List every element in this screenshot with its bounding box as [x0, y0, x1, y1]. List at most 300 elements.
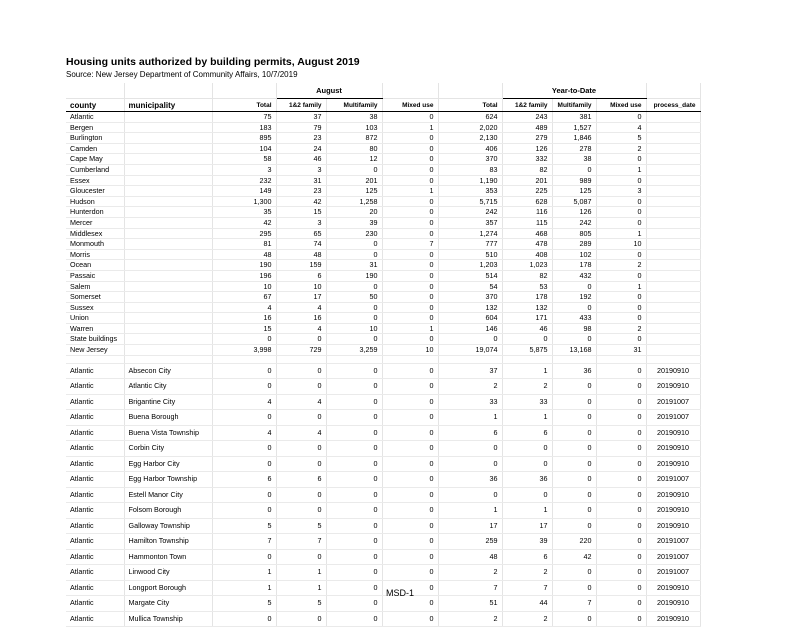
table-cell: 1: [382, 323, 438, 334]
table-cell: 10: [596, 239, 646, 250]
table-cell: Estell Manor City: [124, 487, 212, 503]
municipality-row: [66, 425, 700, 441]
table-cell: 0: [552, 379, 596, 395]
table-cell: 243: [502, 112, 552, 123]
table-cell: 0: [276, 456, 326, 472]
table-cell: [646, 133, 700, 144]
table-cell: 5,087: [552, 196, 596, 207]
table-cell: [124, 217, 212, 228]
table-cell: 0: [552, 487, 596, 503]
table-cell: [646, 217, 700, 228]
table-cell: 0: [552, 518, 596, 534]
table-cell: 0: [326, 425, 382, 441]
table-cell: 0: [382, 472, 438, 488]
group-header-row: [66, 83, 700, 99]
table-cell: [646, 164, 700, 175]
table-cell: 20190910: [646, 503, 700, 519]
county-row: [66, 228, 700, 239]
table-cell: 0: [596, 249, 646, 260]
table-cell: 370: [438, 154, 502, 165]
table-cell: 132: [502, 302, 552, 313]
table-cell: 7: [212, 534, 276, 550]
table-cell: 0: [596, 196, 646, 207]
municipality-row: [66, 363, 700, 379]
august-group-label: August: [276, 83, 382, 99]
section-gap: [66, 355, 700, 363]
table-cell: 0: [326, 472, 382, 488]
table-cell: 37: [438, 363, 502, 379]
table-cell: 0: [382, 196, 438, 207]
table-cell: 116: [502, 207, 552, 218]
table-cell: 0: [502, 456, 552, 472]
table-cell: 0: [382, 249, 438, 260]
table-cell: 0: [596, 175, 646, 186]
table-cell: Hammonton Town: [124, 549, 212, 565]
table-cell: 0: [552, 472, 596, 488]
table-cell: 58: [212, 154, 276, 165]
table-cell: 33: [502, 394, 552, 410]
table-cell: [124, 323, 212, 334]
table-cell: [646, 228, 700, 239]
table-cell: 872: [326, 133, 382, 144]
county-row: [66, 196, 700, 207]
table-cell: [124, 249, 212, 260]
table-cell: 20190910: [646, 487, 700, 503]
col-aug-total: Total: [212, 99, 276, 112]
table-cell: [124, 112, 212, 123]
table-cell: 989: [552, 175, 596, 186]
table-cell: 1: [212, 580, 276, 596]
table-cell: 1: [276, 565, 326, 581]
table-cell: Atlantic: [66, 487, 124, 503]
table-cell: [646, 112, 700, 123]
table-cell: 5: [212, 518, 276, 534]
table-cell: 42: [212, 217, 276, 228]
county-row: [66, 186, 700, 197]
table-cell: 0: [326, 487, 382, 503]
table-cell: 20191007: [646, 549, 700, 565]
table-cell: 0: [276, 487, 326, 503]
state-total-row: [66, 345, 700, 356]
table-cell: [124, 175, 212, 186]
table-cell: 16: [212, 313, 276, 324]
table-cell: 23: [276, 133, 326, 144]
table-cell: 3: [276, 217, 326, 228]
table-cell: [646, 334, 700, 345]
table-cell: 0: [552, 302, 596, 313]
county-row: [66, 239, 700, 250]
table-cell: [646, 239, 700, 250]
table-cell: 0: [276, 611, 326, 627]
table-cell: 12: [326, 154, 382, 165]
table-cell: 1: [596, 164, 646, 175]
table-cell: 37: [276, 112, 326, 123]
table-cell: 0: [552, 410, 596, 426]
table-cell: 0: [382, 217, 438, 228]
col-aug-12family: 1&2 family: [276, 99, 326, 112]
table-cell: 4: [212, 394, 276, 410]
table-cell: 24: [276, 143, 326, 154]
table-cell: 0: [212, 487, 276, 503]
table-cell: 171: [502, 313, 552, 324]
table-cell: 1,527: [552, 122, 596, 133]
table-cell: 20191007: [646, 394, 700, 410]
table-cell: Atlantic: [66, 441, 124, 457]
table-cell: 48: [438, 549, 502, 565]
table-cell: 36: [552, 363, 596, 379]
col-aug-mixed: Mixed use: [382, 99, 438, 112]
table-cell: 67: [212, 292, 276, 303]
table-cell: 38: [326, 112, 382, 123]
table-cell: 10: [382, 345, 438, 356]
table-cell: 190: [326, 270, 382, 281]
table-cell: 259: [438, 534, 502, 550]
table-cell: [646, 313, 700, 324]
table-cell: 0: [382, 565, 438, 581]
table-cell: 0: [596, 217, 646, 228]
table-cell: 46: [502, 323, 552, 334]
table-cell: 624: [438, 112, 502, 123]
table-cell: 0: [276, 503, 326, 519]
county-row: [66, 164, 700, 175]
table-cell: Atlantic: [66, 534, 124, 550]
table-cell: Atlantic: [66, 379, 124, 395]
table-cell: 50: [326, 292, 382, 303]
table-cell: 4: [276, 323, 326, 334]
table-cell: 0: [382, 363, 438, 379]
table-cell: 1,846: [552, 133, 596, 144]
table-cell: 514: [438, 270, 502, 281]
table-cell: 628: [502, 196, 552, 207]
table-cell: 4: [276, 425, 326, 441]
table-cell: [124, 164, 212, 175]
table-cell: 10: [276, 281, 326, 292]
report-title: Housing units authorized by building permits, August 2019: [66, 56, 360, 68]
table-cell: Atlantic: [66, 565, 124, 581]
table-cell: 125: [552, 186, 596, 197]
table-cell: 0: [596, 487, 646, 503]
table-cell: 1: [382, 186, 438, 197]
table-cell: 13,168: [552, 345, 596, 356]
table-cell: 0: [596, 456, 646, 472]
permits-table: [66, 83, 701, 627]
table-cell: 0: [212, 410, 276, 426]
table-cell: 3: [596, 186, 646, 197]
table-cell: 51: [438, 596, 502, 612]
table-cell: 20190910: [646, 456, 700, 472]
table-cell: 0: [326, 363, 382, 379]
table-cell: [124, 196, 212, 207]
table-cell: 0: [326, 596, 382, 612]
table-cell: 7: [438, 580, 502, 596]
table-cell: 0: [552, 281, 596, 292]
table-cell: 0: [212, 503, 276, 519]
table-cell: [646, 292, 700, 303]
table-cell: 1: [438, 503, 502, 519]
table-cell: 0: [212, 334, 276, 345]
table-cell: 98: [552, 323, 596, 334]
table-cell: 5: [276, 596, 326, 612]
table-cell: 406: [438, 143, 502, 154]
table-cell: 0: [552, 456, 596, 472]
table-cell: 20: [326, 207, 382, 218]
table-cell: 289: [552, 239, 596, 250]
table-cell: 196: [212, 270, 276, 281]
table-cell: 895: [212, 133, 276, 144]
table-cell: 20190910: [646, 425, 700, 441]
table-cell: 0: [596, 379, 646, 395]
table-cell: 2: [596, 323, 646, 334]
table-cell: [646, 122, 700, 133]
table-cell: 433: [552, 313, 596, 324]
table-cell: 54: [438, 281, 502, 292]
table-cell: 42: [276, 196, 326, 207]
table-cell: 36: [502, 472, 552, 488]
table-cell: 5,715: [438, 196, 502, 207]
table-cell: 0: [212, 549, 276, 565]
county-row: [66, 217, 700, 228]
table-cell: 104: [212, 143, 276, 154]
table-cell: 1,300: [212, 196, 276, 207]
table-cell: 0: [326, 503, 382, 519]
table-cell: 102: [552, 249, 596, 260]
table-cell: 0: [382, 379, 438, 395]
table-cell: 3: [276, 164, 326, 175]
table-cell: 0: [438, 334, 502, 345]
table-cell: 0: [552, 611, 596, 627]
table-cell: 0: [326, 518, 382, 534]
table-cell: 805: [552, 228, 596, 239]
table-cell: 0: [382, 596, 438, 612]
county-row: [66, 133, 700, 144]
table-cell: 0: [502, 487, 552, 503]
table-cell: 381: [552, 112, 596, 123]
table-cell: 0: [382, 281, 438, 292]
table-cell: 75: [212, 112, 276, 123]
table-cell: 178: [502, 292, 552, 303]
table-cell: 0: [276, 379, 326, 395]
table-cell: 0: [326, 410, 382, 426]
table-cell: [124, 345, 212, 356]
table-cell: Egg Harbor Township: [124, 472, 212, 488]
table-cell: 1,190: [438, 175, 502, 186]
table-cell: 242: [552, 217, 596, 228]
table-cell: 0: [382, 154, 438, 165]
table-cell: 7: [552, 596, 596, 612]
table-cell: 230: [326, 228, 382, 239]
table-cell: [124, 281, 212, 292]
table-cell: 0: [382, 164, 438, 175]
table-cell: Cumberland: [66, 164, 124, 175]
table-cell: Buena Borough: [124, 410, 212, 426]
table-cell: 2: [502, 379, 552, 395]
table-cell: 353: [438, 186, 502, 197]
table-cell: Essex: [66, 175, 124, 186]
col-aug-multifamily: Multifamily: [326, 99, 382, 112]
table-cell: 20190910: [646, 596, 700, 612]
table-cell: 4: [212, 302, 276, 313]
table-cell: 0: [382, 611, 438, 627]
table-cell: [646, 345, 700, 356]
table-cell: 192: [552, 292, 596, 303]
table-cell: Linwood City: [124, 565, 212, 581]
table-cell: 2: [596, 260, 646, 271]
table-cell: Burlington: [66, 133, 124, 144]
table-cell: 36: [438, 472, 502, 488]
table-cell: Sussex: [66, 302, 124, 313]
table-cell: 0: [382, 503, 438, 519]
table-cell: 1: [438, 410, 502, 426]
table-cell: 0: [596, 596, 646, 612]
table-cell: 0: [326, 313, 382, 324]
table-cell: [646, 196, 700, 207]
table-cell: 5: [212, 596, 276, 612]
table-cell: 1: [502, 503, 552, 519]
table-cell: 16: [276, 313, 326, 324]
col-county: county: [66, 99, 124, 112]
table-cell: 0: [382, 112, 438, 123]
table-cell: 1,023: [502, 260, 552, 271]
table-cell: 39: [502, 534, 552, 550]
table-cell: 6: [276, 472, 326, 488]
table-cell: 4: [212, 425, 276, 441]
table-cell: 83: [438, 164, 502, 175]
table-cell: [124, 260, 212, 271]
table-cell: Brigantine City: [124, 394, 212, 410]
table-cell: 279: [502, 133, 552, 144]
table-cell: Salem: [66, 281, 124, 292]
table-cell: Hunterdon: [66, 207, 124, 218]
county-row: [66, 175, 700, 186]
table-cell: 6: [502, 549, 552, 565]
table-cell: 0: [596, 472, 646, 488]
table-cell: 0: [382, 534, 438, 550]
table-cell: 0: [552, 565, 596, 581]
table-cell: 0: [382, 260, 438, 271]
table-cell: 1,258: [326, 196, 382, 207]
municipality-row: [66, 549, 700, 565]
table-cell: 17: [502, 518, 552, 534]
table-cell: 0: [382, 456, 438, 472]
table-cell: 0: [596, 207, 646, 218]
table-cell: 0: [276, 441, 326, 457]
table-cell: 31: [596, 345, 646, 356]
col-ytd-total: Total: [438, 99, 502, 112]
table-cell: 357: [438, 217, 502, 228]
table-cell: 0: [596, 565, 646, 581]
municipality-row: [66, 472, 700, 488]
county-row: [66, 260, 700, 271]
table-cell: [124, 154, 212, 165]
table-cell: 3,259: [326, 345, 382, 356]
table-cell: 115: [502, 217, 552, 228]
table-cell: 15: [276, 207, 326, 218]
table-cell: 0: [596, 302, 646, 313]
table-cell: 0: [382, 270, 438, 281]
table-cell: Bergen: [66, 122, 124, 133]
table-cell: [646, 323, 700, 334]
table-cell: 0: [326, 549, 382, 565]
table-cell: 7: [276, 534, 326, 550]
table-cell: 295: [212, 228, 276, 239]
table-cell: 225: [502, 186, 552, 197]
table-cell: 20191007: [646, 534, 700, 550]
table-cell: [646, 143, 700, 154]
county-row: [66, 270, 700, 281]
county-row: [66, 313, 700, 324]
table-cell: 33: [438, 394, 502, 410]
county-row: [66, 334, 700, 345]
table-cell: 220: [552, 534, 596, 550]
table-cell: 81: [212, 239, 276, 250]
table-cell: 729: [276, 345, 326, 356]
report-source: Source: New Jersey Department of Community Affairs, 10/7/2019: [66, 70, 298, 79]
table-cell: 242: [438, 207, 502, 218]
table-cell: Hudson: [66, 196, 124, 207]
table-cell: 0: [382, 228, 438, 239]
table-cell: 0: [382, 425, 438, 441]
table-cell: 15: [212, 323, 276, 334]
table-cell: 1: [212, 565, 276, 581]
table-cell: 0: [552, 334, 596, 345]
table-cell: 0: [276, 549, 326, 565]
table-cell: 1: [502, 363, 552, 379]
table-cell: 0: [326, 164, 382, 175]
table-cell: 0: [596, 270, 646, 281]
table-cell: 0: [326, 456, 382, 472]
table-cell: 0: [552, 580, 596, 596]
table-cell: 149: [212, 186, 276, 197]
table-cell: 0: [326, 249, 382, 260]
table-cell: 126: [552, 207, 596, 218]
table-cell: 1: [502, 410, 552, 426]
table-cell: 3: [212, 164, 276, 175]
table-cell: 1,274: [438, 228, 502, 239]
table-cell: Morris: [66, 249, 124, 260]
table-cell: Atlantic: [66, 580, 124, 596]
municipality-row: [66, 410, 700, 426]
table-cell: 2: [438, 565, 502, 581]
table-cell: 0: [596, 503, 646, 519]
table-cell: 0: [382, 394, 438, 410]
table-cell: Margate City: [124, 596, 212, 612]
table-cell: 0: [438, 456, 502, 472]
table-cell: 0: [382, 580, 438, 596]
table-cell: 20190910: [646, 379, 700, 395]
page-footer: MSD-1: [385, 588, 414, 598]
table-cell: [124, 207, 212, 218]
table-cell: 19,074: [438, 345, 502, 356]
table-cell: Mercer: [66, 217, 124, 228]
ytd-group-label: Year-to-Date: [502, 83, 646, 99]
table-cell: 0: [596, 611, 646, 627]
col-ytd-12family: 1&2 family: [502, 99, 552, 112]
table-cell: 0: [382, 292, 438, 303]
table-cell: 0: [326, 565, 382, 581]
table-cell: 201: [326, 175, 382, 186]
table-cell: 0: [438, 441, 502, 457]
county-row: [66, 281, 700, 292]
county-row: [66, 207, 700, 218]
table-cell: [124, 334, 212, 345]
table-cell: Gloucester: [66, 186, 124, 197]
table-cell: 0: [438, 487, 502, 503]
table-cell: 0: [326, 534, 382, 550]
table-cell: 0: [276, 334, 326, 345]
table-cell: 370: [438, 292, 502, 303]
table-cell: 0: [212, 379, 276, 395]
table-cell: 0: [326, 611, 382, 627]
